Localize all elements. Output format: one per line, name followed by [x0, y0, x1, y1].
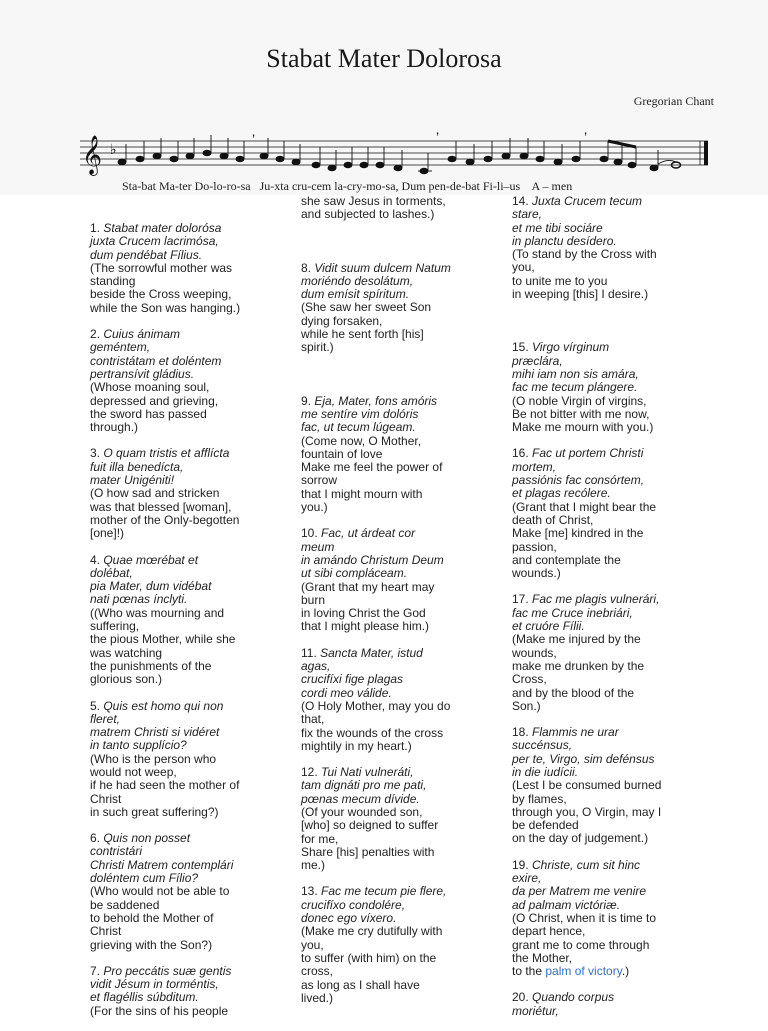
translation-line: depressed and grieving,: [90, 393, 219, 408]
latin-line: moriétur,: [512, 1003, 559, 1018]
translation-line: that I might mourn with: [301, 486, 423, 501]
translation-line: Make me feel the power of: [301, 460, 443, 475]
svg-text:’: ’: [252, 131, 256, 147]
stanza-16: [512, 447, 692, 580]
stanza-number: 20.: [512, 990, 533, 1005]
translation-line: (She saw her sweet Son: [301, 300, 432, 315]
svg-text:’: ’: [436, 130, 440, 145]
translation-line: in such great suffering?): [90, 804, 219, 819]
stanza-number: 5.: [90, 698, 104, 713]
latin-line: O quam tristis et afflícta: [103, 446, 230, 461]
latin-line: da per Matrem me venire: [512, 884, 647, 899]
stanza-4: [90, 554, 265, 687]
stanza-2: [90, 328, 265, 434]
stanza-11: [301, 647, 471, 753]
latin-line: passiónis fac consórtem,: [512, 473, 645, 488]
translation-line: and contemplate the: [512, 552, 621, 567]
translation-line: through you, O Virgin, may I: [512, 804, 662, 819]
translation-line: Share [his] penalties with: [301, 844, 435, 859]
latin-line: dum emísit spíritum.: [301, 287, 410, 302]
translation-line: Christ: [90, 924, 122, 939]
translation-line: would not weep,: [90, 764, 177, 779]
stanza-number: 17.: [512, 592, 533, 607]
latin-line: Fac, ut árdeat cor: [321, 526, 416, 541]
latin-line: fac me Cruce inebriári,: [512, 605, 633, 620]
latin-line: juxta Crucem lacrimósa,: [90, 234, 219, 249]
latin-line: agas,: [301, 659, 331, 674]
translation-line: and by the blood of the: [512, 685, 635, 700]
latin-line: Christe, cum sit hinc: [532, 857, 641, 872]
translation-line: [who] so deigned to suffer: [301, 818, 439, 833]
latin-line: fuit illa benedícta,: [90, 459, 184, 474]
translation-line: glorious son.): [90, 672, 163, 687]
translation-line: death of Christ,: [512, 512, 594, 527]
translation-line: the Mother,: [512, 950, 573, 965]
translation-line: you,: [301, 937, 324, 952]
stanza-column-2: [301, 195, 471, 1018]
translation-line: be defended: [512, 818, 579, 833]
translation-line: Make me mourn with you.): [512, 420, 654, 435]
latin-line: præclára,: [512, 353, 563, 368]
translation-line: she saw Jesus in torments,: [301, 194, 446, 208]
translation-line: (Lest I be consumed burned: [512, 778, 662, 793]
latin-line: Tui Nati vulneráti,: [321, 765, 414, 780]
stanza-8: [301, 262, 471, 355]
latin-line: Sancta Mater, istud: [320, 645, 423, 660]
translation-line: [one]!): [90, 526, 125, 541]
stanza-number: 19.: [512, 857, 533, 872]
translation-line: sorrow: [301, 473, 338, 488]
translation-line: ((Who was mourning and: [90, 605, 225, 620]
translation-line: Cross,: [512, 672, 547, 687]
latin-line: in die iudícii.: [512, 764, 579, 779]
stanza-20: [512, 991, 692, 1018]
translation-line: Be not bitter with me now,: [512, 406, 650, 421]
latin-line: et flagéllis súbditum.: [90, 990, 199, 1005]
latin-line: Fac ut portem Christi: [532, 446, 644, 461]
stanza-number: 10.: [301, 526, 322, 541]
latin-line: Vidit suum dulcem Natum: [314, 260, 451, 275]
stanza-14: [512, 195, 692, 301]
stanza-1: [90, 222, 265, 315]
music-staff: [80, 130, 710, 180]
stanza-5: [90, 700, 265, 820]
translation-line: the punishments of the: [90, 658, 212, 673]
translation-line: burn: [301, 592, 326, 607]
latin-line: mortem,: [512, 459, 557, 474]
translation-line: lived.): [301, 990, 334, 1005]
music-score: [0, 0, 768, 195]
latin-line: Quis est homo qui non: [103, 698, 224, 713]
translation-line: suffering,: [90, 619, 140, 634]
translation-line: (Grant that my heart may: [301, 579, 435, 594]
latin-line: vidit Jésum in torméntis,: [90, 977, 219, 992]
translation-line: passion,: [512, 539, 557, 554]
translation-line: (O how sad and stricken: [90, 486, 220, 501]
stanza-7-continued: [301, 195, 471, 222]
latin-line: et cruóre Fílii.: [512, 619, 585, 634]
translation-line: dying forsaken,: [301, 313, 383, 328]
translation-line: (The sorrowful mother was: [90, 260, 233, 275]
latin-line: ad palmam victóriæ.: [512, 897, 621, 912]
latin-line: nati pœnas ínclyti.: [90, 592, 188, 607]
translation-line: was that blessed [woman],: [90, 499, 232, 514]
translation-line: you,: [512, 260, 535, 275]
stanza-13: [301, 885, 471, 1005]
latin-line: pœnas mecum dívide.: [301, 791, 420, 806]
stanza-number: 11.: [301, 645, 321, 660]
latin-line: Stabat mater dolorósa: [103, 221, 222, 235]
translation-line: (O noble Virgin of virgins,: [512, 393, 647, 408]
translation-line: in loving Christ the God: [301, 606, 426, 621]
stanza-number: 13.: [301, 884, 322, 899]
latin-line: Quando corpus: [532, 990, 615, 1005]
stanza-number: 7.: [90, 963, 104, 978]
translation-text: .): [621, 964, 630, 979]
stanza-number: 2.: [90, 327, 104, 342]
translation-line: as long as I shall have: [301, 977, 420, 992]
translation-line: cross,: [301, 964, 334, 979]
stanza-number: 18.: [512, 725, 533, 740]
translation-line: to behold the Mother of: [90, 910, 214, 925]
translation-line: that,: [301, 712, 325, 727]
latin-line: Quis non posset: [103, 831, 191, 846]
stanza-number: 8.: [301, 260, 315, 275]
translation-line: (O Holy Mother, may you do: [301, 698, 451, 713]
latin-line: doléntem cum Fílio?: [90, 871, 199, 886]
latin-line: et plagas recólere.: [512, 486, 611, 501]
latin-line: Eja, Mater, fons amóris: [314, 393, 438, 408]
latin-line: contristári: [90, 844, 143, 859]
latin-line: dum pendébat Fílius.: [90, 247, 203, 262]
translation-line: be saddened: [90, 897, 160, 912]
translation-line: beside the Cross weeping,: [90, 287, 232, 302]
translation-line: (Whose moaning soul,: [90, 380, 210, 395]
latin-line: ut sibi compláceam.: [301, 566, 408, 581]
latin-line: fleret,: [90, 711, 121, 726]
latin-line: succénsus,: [512, 738, 573, 753]
stanza-12: [301, 766, 471, 872]
latin-line: Fac me plagis vulnerári,: [532, 592, 660, 607]
svg-text:’: ’: [584, 130, 588, 145]
translation-line: [512, 965, 692, 978]
stanza-19: [512, 859, 692, 979]
translation-line: wounds.): [512, 566, 561, 581]
latin-line: exire,: [512, 871, 542, 886]
translation-line: was watching: [90, 645, 163, 660]
stanza-6: [90, 832, 265, 952]
stanza-3: [90, 447, 265, 540]
translation-line: spirit.): [301, 340, 334, 355]
latin-line: Fac me tecum pie flere,: [321, 884, 447, 899]
latin-line: pertransívit gládius.: [90, 366, 195, 381]
translation-text: to the: [512, 964, 546, 979]
translation-line: on the day of judgement.): [512, 831, 649, 846]
stanza-number: 1.: [90, 221, 104, 235]
latin-line: Virgo vírginum: [532, 340, 610, 355]
latin-line: contristátam et doléntem: [90, 353, 222, 368]
stanza-number: 6.: [90, 831, 104, 846]
translation-line: (Come now, O Mother,: [301, 433, 422, 448]
translation-line: the sword has passed: [90, 406, 207, 421]
latin-line: cordi meo válide.: [301, 685, 392, 700]
latin-line: meum: [301, 539, 335, 554]
latin-line: me sentíre vim dolóris: [301, 406, 419, 421]
translation-line: (Who would not be able to: [90, 884, 230, 899]
stanza-number: 16.: [512, 446, 533, 461]
latin-line: crucifíxo condolére,: [301, 897, 406, 912]
translation-line: me.): [301, 858, 325, 873]
stanza-17: [512, 593, 692, 713]
translation-line: through.): [90, 420, 139, 435]
treble-clef-icon: 𝄞: [82, 135, 103, 175]
translation-line: grant me to come through: [512, 937, 650, 952]
stanza-number: 9.: [301, 393, 315, 408]
translation-line: mother of the Only-begotten: [90, 512, 240, 527]
stanza-number: 12.: [301, 765, 322, 780]
translation-line: in weeping [this] I desire.): [512, 287, 649, 302]
latin-line: Juxta Crucem tecum: [532, 194, 643, 208]
stanza-number: 3.: [90, 446, 104, 461]
latin-line: in tanto supplício?: [90, 738, 187, 753]
translation-line: make me drunken by the: [512, 658, 645, 673]
latin-line: mater Unigéniti!: [90, 473, 175, 488]
stanza-number: 14.: [512, 194, 533, 208]
translation-line: to unite me to you: [512, 273, 608, 288]
translation-line: (For the sins of his people: [90, 1003, 229, 1018]
latin-line: et me tibi sociáre: [512, 220, 603, 235]
score-lyrics: Sta-bat Ma-ter Do-lo-ro-sa Ju-xta cru-cem la-cry-mo-sa, Dum pen-de-bat Fi-li–us A – men: [122, 179, 573, 193]
latin-line: Flammis ne urar: [532, 725, 619, 740]
latin-line: fac me tecum plángere.: [512, 380, 638, 395]
translation-line: (To stand by the Cross with: [512, 247, 657, 262]
composer-label: Gregorian Chant: [633, 94, 714, 108]
translation-line: the pious Mother, while she: [90, 632, 236, 647]
stanza-10: [301, 527, 471, 633]
translation-line: Son.): [512, 698, 541, 713]
translation-line: mightily in my heart.): [301, 738, 412, 753]
latin-line: tam dignáti pro me pati,: [301, 778, 427, 793]
latin-line: geméntem,: [90, 340, 151, 355]
translation-line: Christ: [90, 791, 122, 806]
latin-line: crucifíxi fige plagas: [301, 672, 404, 687]
latin-line: Quae mœrébat et: [103, 552, 199, 567]
stanza-column-3: [512, 195, 692, 1031]
stanza-number: 15.: [512, 340, 533, 355]
translation-line: by flames,: [512, 791, 567, 806]
translation-line: Make [me] kindred in the: [512, 526, 644, 541]
translation-line: (Who is the person who: [90, 751, 217, 766]
translation-line: if he had seen the mother of: [90, 778, 240, 793]
translation-line: (Make me injured by the: [512, 632, 641, 647]
page-title: Stabat Mater Dolorosa: [266, 44, 502, 73]
stanza-9: [301, 395, 471, 515]
translation-line: while he sent forth [his]: [301, 327, 424, 342]
latin-line: matrem Christi si vidéret: [90, 725, 220, 740]
stanza-number: 4.: [90, 552, 104, 567]
translation-line: grieving with the Son?): [90, 937, 213, 952]
latin-line: pia Mater, dum vidébat: [90, 579, 212, 594]
translation-line: (Make me cry dutifully with: [301, 924, 443, 939]
latin-line: moriéndo desolátum,: [301, 273, 414, 288]
latin-line: dolébat,: [90, 565, 133, 580]
translation-line: (O Christ, when it is time to: [512, 910, 657, 925]
latin-line: in planctu desídero.: [512, 233, 617, 248]
latin-line: Christi Matrem contemplári: [90, 857, 234, 872]
translation-line: and subjected to lashes.): [301, 207, 435, 222]
translation-line: (Grant that I might bear the: [512, 499, 657, 514]
translation-line: that I might please him.): [301, 619, 430, 634]
translation-line: (Of your wounded son,: [301, 804, 423, 819]
stanza-7: [90, 965, 265, 1018]
translation-line: to suffer (with him) on the: [301, 950, 437, 965]
translation-line: you.): [301, 500, 328, 515]
latin-line: donec ego víxero.: [301, 911, 397, 926]
latin-line: mihi iam non sis amára,: [512, 366, 639, 381]
latin-line: stare,: [512, 207, 543, 222]
latin-line: in amándo Christum Deum: [301, 552, 444, 567]
translation-line: wounds,: [512, 645, 557, 660]
palm-of-victory-link[interactable]: palm of victory: [545, 964, 622, 979]
translation-line: for me,: [301, 831, 339, 846]
translation-line: depart hence,: [512, 924, 586, 939]
stanza-column-1: [90, 222, 265, 1031]
translation-line: fix the wounds of the cross: [301, 725, 444, 740]
latin-line: Cuius ánimam: [103, 327, 181, 342]
latin-line: per te, Virgo, sim defénsus: [512, 751, 655, 766]
translation-line: while the Son was hanging.): [90, 300, 241, 315]
stanza-18: [512, 726, 692, 846]
latin-line: fac, ut tecum lúgeam.: [301, 420, 416, 435]
translation-line: fountain of love: [301, 446, 383, 461]
latin-line: Pro peccátis suæ gentis: [103, 963, 232, 978]
flat-icon: ♭: [110, 142, 117, 158]
translation-line: standing: [90, 274, 136, 289]
stanza-15: [512, 341, 692, 434]
